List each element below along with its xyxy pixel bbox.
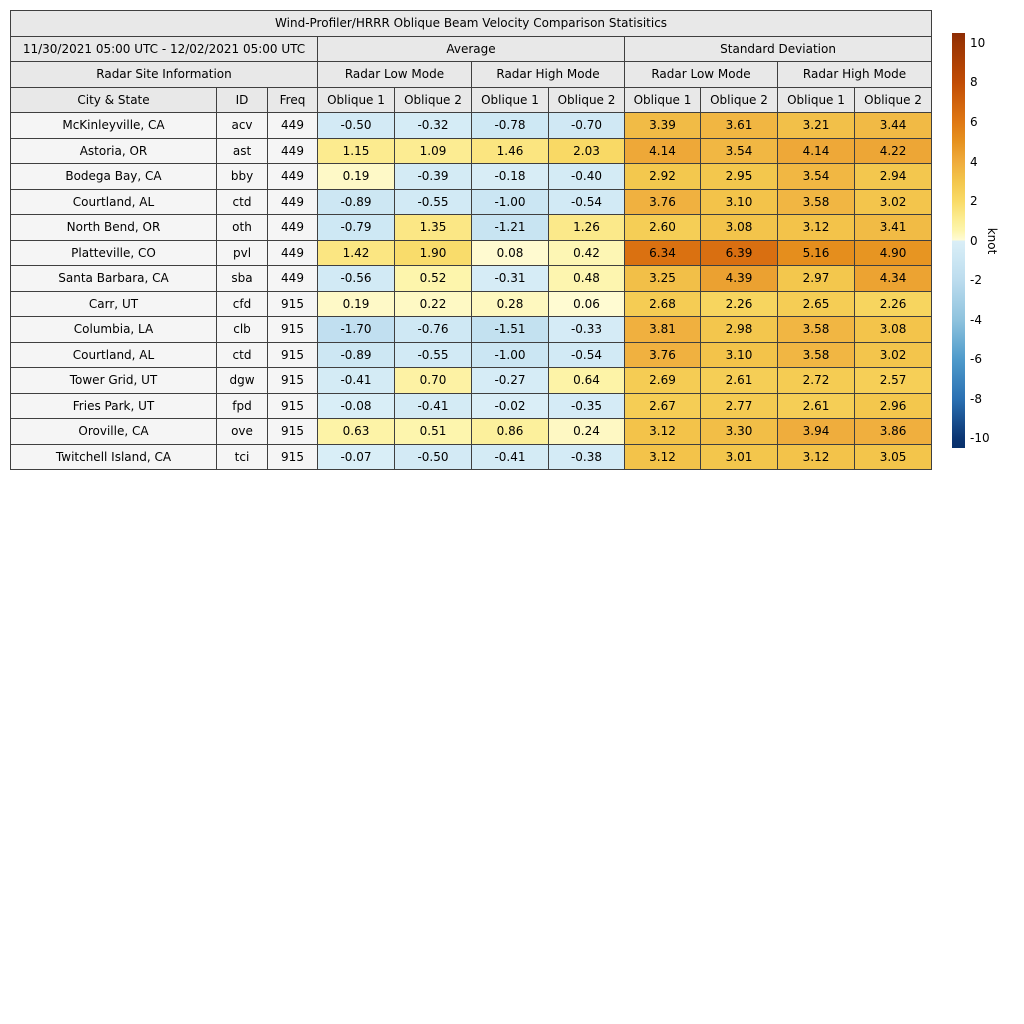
date-range: 11/30/2021 05:00 UTC - 12/02/2021 05:00 UTC — [11, 36, 318, 62]
table-row — [11, 189, 932, 215]
std-high-oblique2-cell: 3.05 — [855, 444, 932, 470]
city-state-cell: Carr, UT — [11, 291, 217, 317]
avg-high-mode-header: Radar High Mode — [472, 62, 625, 88]
std-low-oblique1-cell: 6.34 — [625, 240, 701, 266]
avg-low-oblique1-cell: 0.19 — [318, 291, 395, 317]
freq-cell: 915 — [268, 419, 318, 445]
table-row — [11, 444, 932, 470]
table-title: Wind-Profiler/HRRR Oblique Beam Velocity Comparison Statisitics — [11, 11, 932, 37]
avg-high-oblique2-cell: 0.48 — [549, 266, 625, 292]
std-low-mode-header: Radar Low Mode — [625, 62, 778, 88]
colorbar-tick-label: -10 — [970, 431, 990, 446]
site-id-cell: oth — [217, 215, 268, 241]
std-low-oblique2-cell: 3.10 — [701, 189, 778, 215]
std-low-oblique2-cell: 2.61 — [701, 368, 778, 394]
std-high-oblique2-cell: 3.02 — [855, 342, 932, 368]
avg-low-oblique2-cell: -0.50 — [395, 444, 472, 470]
freq-cell: 449 — [268, 240, 318, 266]
avg-low-oblique2-cell: 0.22 — [395, 291, 472, 317]
avg-low-oblique2-cell: -0.41 — [395, 393, 472, 419]
table-row — [11, 291, 932, 317]
city-state-cell: Fries Park, UT — [11, 393, 217, 419]
oblique1-header: Oblique 1 — [318, 87, 395, 113]
colorbar — [952, 33, 999, 448]
site-id-cell: acv — [217, 113, 268, 139]
colorbar-tick-label: -8 — [970, 391, 982, 406]
city-state-cell: McKinleyville, CA — [11, 113, 217, 139]
colorbar-gradient — [952, 33, 965, 448]
std-high-mode-header: Radar High Mode — [778, 62, 932, 88]
avg-high-oblique1-cell: -1.21 — [472, 215, 549, 241]
table-row — [11, 113, 932, 139]
site-id-cell: clb — [217, 317, 268, 343]
table-body — [11, 113, 932, 470]
avg-high-oblique1-cell: -0.27 — [472, 368, 549, 394]
avg-low-oblique1-cell: -0.08 — [318, 393, 395, 419]
avg-low-oblique1-cell: -0.07 — [318, 444, 395, 470]
colorbar-tick-label: 10 — [970, 35, 986, 50]
oblique2-header: Oblique 2 — [549, 87, 625, 113]
std-low-oblique1-cell: 3.39 — [625, 113, 701, 139]
std-low-oblique1-cell: 2.92 — [625, 164, 701, 190]
avg-high-oblique2-cell: 0.24 — [549, 419, 625, 445]
table-header — [11, 11, 932, 113]
freq-cell: 449 — [268, 189, 318, 215]
site-id-cell: ast — [217, 138, 268, 164]
avg-high-oblique1-cell: 0.86 — [472, 419, 549, 445]
std-high-oblique2-cell: 4.34 — [855, 266, 932, 292]
table-row — [11, 164, 932, 190]
city-state-header: City & State — [11, 87, 217, 113]
std-low-oblique1-cell: 3.76 — [625, 189, 701, 215]
colorbar-tick-label: -4 — [970, 312, 982, 327]
avg-high-oblique1-cell: -0.78 — [472, 113, 549, 139]
freq-cell: 449 — [268, 164, 318, 190]
avg-low-oblique1-cell: -0.89 — [318, 342, 395, 368]
city-state-cell: Santa Barbara, CA — [11, 266, 217, 292]
std-low-oblique2-cell: 3.10 — [701, 342, 778, 368]
std-high-oblique1-cell: 2.97 — [778, 266, 855, 292]
colorbar-unit-label: knot — [985, 227, 999, 254]
group-row — [11, 36, 932, 62]
site-id-cell: cfd — [217, 291, 268, 317]
site-id-cell: bby — [217, 164, 268, 190]
avg-low-oblique2-cell: -0.32 — [395, 113, 472, 139]
freq-cell: 915 — [268, 444, 318, 470]
group-standard-deviation: Standard Deviation — [625, 36, 932, 62]
std-low-oblique1-cell: 3.12 — [625, 419, 701, 445]
avg-low-oblique1-cell: -0.41 — [318, 368, 395, 394]
std-high-oblique1-cell: 2.65 — [778, 291, 855, 317]
avg-high-oblique2-cell: 0.64 — [549, 368, 625, 394]
freq-cell: 449 — [268, 138, 318, 164]
site-id-cell: sba — [217, 266, 268, 292]
avg-high-oblique2-cell: 0.42 — [549, 240, 625, 266]
std-low-oblique1-cell: 2.60 — [625, 215, 701, 241]
avg-high-oblique1-cell: -1.00 — [472, 189, 549, 215]
avg-low-oblique1-cell: -0.56 — [318, 266, 395, 292]
avg-high-oblique2-cell: -0.35 — [549, 393, 625, 419]
avg-high-oblique1-cell: -0.02 — [472, 393, 549, 419]
std-low-oblique1-cell: 2.68 — [625, 291, 701, 317]
avg-low-oblique1-cell: -0.89 — [318, 189, 395, 215]
oblique1-header: Oblique 1 — [625, 87, 701, 113]
avg-high-oblique1-cell: 1.46 — [472, 138, 549, 164]
avg-high-oblique2-cell: 2.03 — [549, 138, 625, 164]
avg-low-oblique2-cell: -0.55 — [395, 189, 472, 215]
city-state-cell: Columbia, LA — [11, 317, 217, 343]
std-low-oblique1-cell: 3.76 — [625, 342, 701, 368]
city-state-cell: Bodega Bay, CA — [11, 164, 217, 190]
freq-cell: 915 — [268, 368, 318, 394]
table-row — [11, 368, 932, 394]
table-row — [11, 240, 932, 266]
city-state-cell: Platteville, CO — [11, 240, 217, 266]
table-row — [11, 317, 932, 343]
std-low-oblique1-cell: 3.81 — [625, 317, 701, 343]
freq-cell: 449 — [268, 266, 318, 292]
avg-high-oblique1-cell: -1.00 — [472, 342, 549, 368]
avg-high-oblique2-cell: -0.54 — [549, 189, 625, 215]
avg-high-oblique2-cell: -0.54 — [549, 342, 625, 368]
std-low-oblique2-cell: 6.39 — [701, 240, 778, 266]
oblique1-header: Oblique 1 — [778, 87, 855, 113]
colorbar-tick-label: -6 — [970, 352, 982, 367]
site-id-cell: tci — [217, 444, 268, 470]
std-high-oblique2-cell: 2.57 — [855, 368, 932, 394]
table-row — [11, 138, 932, 164]
std-high-oblique1-cell: 3.12 — [778, 444, 855, 470]
std-low-oblique2-cell: 2.95 — [701, 164, 778, 190]
city-state-cell: Courtland, AL — [11, 189, 217, 215]
std-low-oblique1-cell: 2.67 — [625, 393, 701, 419]
avg-high-oblique2-cell: -0.38 — [549, 444, 625, 470]
std-low-oblique2-cell: 3.01 — [701, 444, 778, 470]
avg-low-oblique1-cell: -0.50 — [318, 113, 395, 139]
avg-low-oblique2-cell: -0.55 — [395, 342, 472, 368]
avg-low-oblique2-cell: -0.76 — [395, 317, 472, 343]
std-high-oblique1-cell: 3.54 — [778, 164, 855, 190]
avg-low-oblique2-cell: 0.52 — [395, 266, 472, 292]
avg-high-oblique1-cell: -0.41 — [472, 444, 549, 470]
std-high-oblique2-cell: 4.22 — [855, 138, 932, 164]
std-low-oblique1-cell: 2.69 — [625, 368, 701, 394]
table-row — [11, 419, 932, 445]
avg-low-oblique2-cell: 1.35 — [395, 215, 472, 241]
avg-low-oblique2-cell: -0.39 — [395, 164, 472, 190]
std-high-oblique1-cell: 2.61 — [778, 393, 855, 419]
std-high-oblique2-cell: 3.02 — [855, 189, 932, 215]
city-state-cell: Oroville, CA — [11, 419, 217, 445]
avg-low-oblique1-cell: 1.15 — [318, 138, 395, 164]
site-id-cell: ove — [217, 419, 268, 445]
city-state-cell: Astoria, OR — [11, 138, 217, 164]
std-high-oblique2-cell: 3.08 — [855, 317, 932, 343]
colorbar-tick-label: 0 — [970, 233, 978, 248]
std-high-oblique2-cell: 2.26 — [855, 291, 932, 317]
freq-cell: 915 — [268, 342, 318, 368]
std-low-oblique1-cell: 3.25 — [625, 266, 701, 292]
city-state-cell: Courtland, AL — [11, 342, 217, 368]
std-high-oblique1-cell: 3.12 — [778, 215, 855, 241]
avg-low-oblique1-cell: 0.63 — [318, 419, 395, 445]
colorbar-tick-label: 8 — [970, 75, 978, 90]
std-high-oblique1-cell: 3.21 — [778, 113, 855, 139]
avg-high-oblique2-cell: 0.06 — [549, 291, 625, 317]
std-low-oblique2-cell: 3.61 — [701, 113, 778, 139]
avg-high-oblique2-cell: -0.70 — [549, 113, 625, 139]
std-high-oblique2-cell: 3.44 — [855, 113, 932, 139]
std-low-oblique1-cell: 3.12 — [625, 444, 701, 470]
avg-high-oblique1-cell: 0.28 — [472, 291, 549, 317]
avg-low-oblique1-cell: -1.70 — [318, 317, 395, 343]
avg-high-oblique1-cell: 0.08 — [472, 240, 549, 266]
city-state-cell: North Bend, OR — [11, 215, 217, 241]
column-row — [11, 87, 932, 113]
avg-high-oblique1-cell: -1.51 — [472, 317, 549, 343]
std-low-oblique1-cell: 4.14 — [625, 138, 701, 164]
avg-low-oblique1-cell: -0.79 — [318, 215, 395, 241]
avg-high-oblique1-cell: -0.18 — [472, 164, 549, 190]
std-low-oblique2-cell: 3.08 — [701, 215, 778, 241]
table-row — [11, 266, 932, 292]
freq-header: Freq — [268, 87, 318, 113]
colorbar-tick-label: 6 — [970, 114, 978, 129]
avg-high-oblique1-cell: -0.31 — [472, 266, 549, 292]
site-id-cell: ctd — [217, 342, 268, 368]
std-high-oblique1-cell: 2.72 — [778, 368, 855, 394]
table-row — [11, 393, 932, 419]
mode-row — [11, 62, 932, 88]
title-row — [11, 11, 932, 37]
std-low-oblique2-cell: 4.39 — [701, 266, 778, 292]
avg-low-oblique2-cell: 0.70 — [395, 368, 472, 394]
city-state-cell: Twitchell Island, CA — [11, 444, 217, 470]
group-average: Average — [318, 36, 625, 62]
colorbar-tick-label: -2 — [970, 273, 982, 287]
colorbar-tick-label: 2 — [970, 194, 978, 208]
radar-site-info-header: Radar Site Information — [11, 62, 318, 88]
freq-cell: 915 — [268, 317, 318, 343]
std-low-oblique2-cell: 2.98 — [701, 317, 778, 343]
stats-table — [10, 10, 932, 470]
colorbar-tick-label: 4 — [970, 154, 978, 169]
avg-low-oblique2-cell: 1.09 — [395, 138, 472, 164]
table-row — [11, 215, 932, 241]
std-low-oblique2-cell: 2.77 — [701, 393, 778, 419]
table-row — [11, 342, 932, 368]
std-high-oblique1-cell: 3.94 — [778, 419, 855, 445]
std-high-oblique2-cell: 3.41 — [855, 215, 932, 241]
site-id-cell: pvl — [217, 240, 268, 266]
avg-low-oblique2-cell: 1.90 — [395, 240, 472, 266]
std-high-oblique2-cell: 4.90 — [855, 240, 932, 266]
freq-cell: 449 — [268, 215, 318, 241]
freq-cell: 915 — [268, 393, 318, 419]
freq-cell: 449 — [268, 113, 318, 139]
oblique1-header: Oblique 1 — [472, 87, 549, 113]
avg-high-oblique2-cell: -0.33 — [549, 317, 625, 343]
site-id-cell: dgw — [217, 368, 268, 394]
std-high-oblique1-cell: 5.16 — [778, 240, 855, 266]
avg-high-oblique2-cell: 1.26 — [549, 215, 625, 241]
std-high-oblique1-cell: 4.14 — [778, 138, 855, 164]
std-low-oblique2-cell: 3.30 — [701, 419, 778, 445]
avg-low-oblique1-cell: 0.19 — [318, 164, 395, 190]
avg-low-oblique1-cell: 1.42 — [318, 240, 395, 266]
oblique2-header: Oblique 2 — [701, 87, 778, 113]
std-high-oblique2-cell: 3.86 — [855, 419, 932, 445]
avg-high-oblique2-cell: -0.40 — [549, 164, 625, 190]
avg-low-oblique2-cell: 0.51 — [395, 419, 472, 445]
avg-low-mode-header: Radar Low Mode — [318, 62, 472, 88]
id-header: ID — [217, 87, 268, 113]
std-high-oblique2-cell: 2.94 — [855, 164, 932, 190]
std-high-oblique1-cell: 3.58 — [778, 317, 855, 343]
city-state-cell: Tower Grid, UT — [11, 368, 217, 394]
oblique2-header: Oblique 2 — [395, 87, 472, 113]
oblique2-header: Oblique 2 — [855, 87, 932, 113]
std-high-oblique1-cell: 3.58 — [778, 342, 855, 368]
std-low-oblique2-cell: 2.26 — [701, 291, 778, 317]
std-low-oblique2-cell: 3.54 — [701, 138, 778, 164]
site-id-cell: fpd — [217, 393, 268, 419]
std-high-oblique1-cell: 3.58 — [778, 189, 855, 215]
site-id-cell: ctd — [217, 189, 268, 215]
std-high-oblique2-cell: 2.96 — [855, 393, 932, 419]
freq-cell: 915 — [268, 291, 318, 317]
